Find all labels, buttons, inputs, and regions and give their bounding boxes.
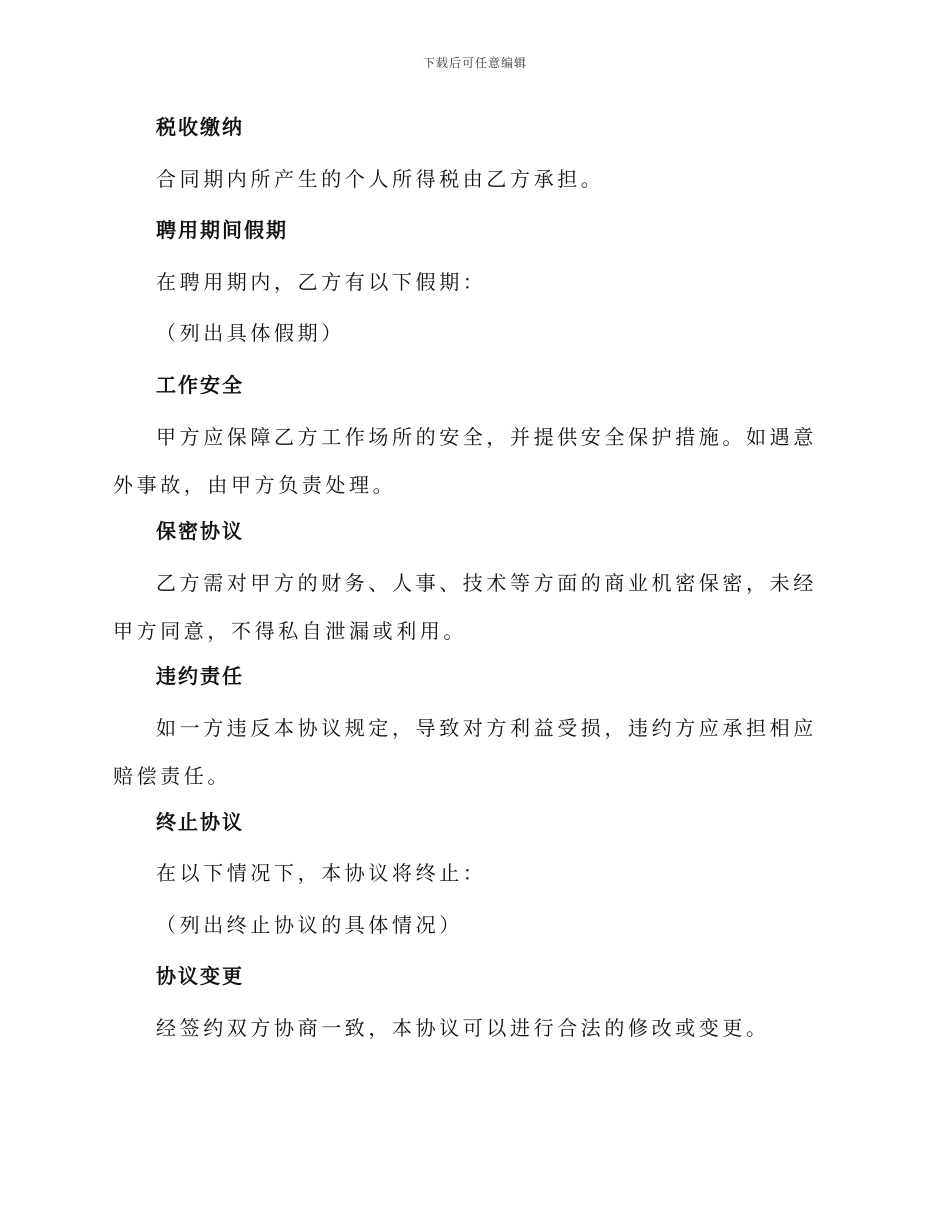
section-safety [113, 370, 833, 400]
section-confidentiality [113, 516, 833, 546]
section-note: （列出具体假期） [156, 321, 345, 345]
section-heading: 聘用期间假期 [156, 218, 288, 242]
section-tax-body [113, 164, 833, 194]
section-heading: 保密协议 [156, 519, 244, 543]
section-breach-body [113, 704, 833, 800]
section-termination-body [113, 858, 833, 888]
section-paragraph: 乙方需对甲方的财务、人事、技术等方面的商业机密保密，未经甲方同意，不得私自泄漏或利用。 [113, 571, 817, 643]
section-breach [113, 661, 833, 691]
section-paragraph: 经签约双方协商一致，本协议可以进行合法的修改或变更。 [156, 1016, 770, 1040]
section-termination-note [113, 910, 833, 940]
section-amendment-body [113, 1013, 833, 1043]
section-heading: 违约责任 [156, 664, 244, 688]
section-termination [113, 807, 833, 837]
section-paragraph: 在以下情况下，本协议将终止： [156, 861, 487, 885]
section-heading: 终止协议 [156, 810, 244, 834]
page-header: 下载后可任意编辑 [422, 56, 527, 70]
section-paragraph: 在聘用期内，乙方有以下假期： [156, 270, 487, 294]
section-safety-body [113, 413, 833, 509]
section-paragraph: 如一方违反本协议规定，导致对方利益受损，违约方应承担相应赔偿责任。 [113, 716, 817, 788]
section-confidentiality-body [113, 559, 833, 655]
section-leave-body [113, 267, 833, 297]
section-paragraph: 甲方应保障乙方工作场所的安全，并提供安全保护措施。如遇意外事故，由甲方负责处理。 [113, 425, 817, 497]
section-tax [113, 112, 833, 142]
section-heading: 税收缴纳 [156, 115, 244, 139]
section-heading: 协议变更 [156, 964, 244, 988]
section-note: （列出终止协议的具体情况） [156, 913, 463, 937]
section-paragraph: 合同期内所产生的个人所得税由乙方承担。 [156, 167, 605, 191]
section-leave-note [113, 318, 833, 348]
section-heading: 工作安全 [156, 373, 244, 397]
section-amendment [113, 961, 833, 991]
section-leave [113, 215, 833, 245]
